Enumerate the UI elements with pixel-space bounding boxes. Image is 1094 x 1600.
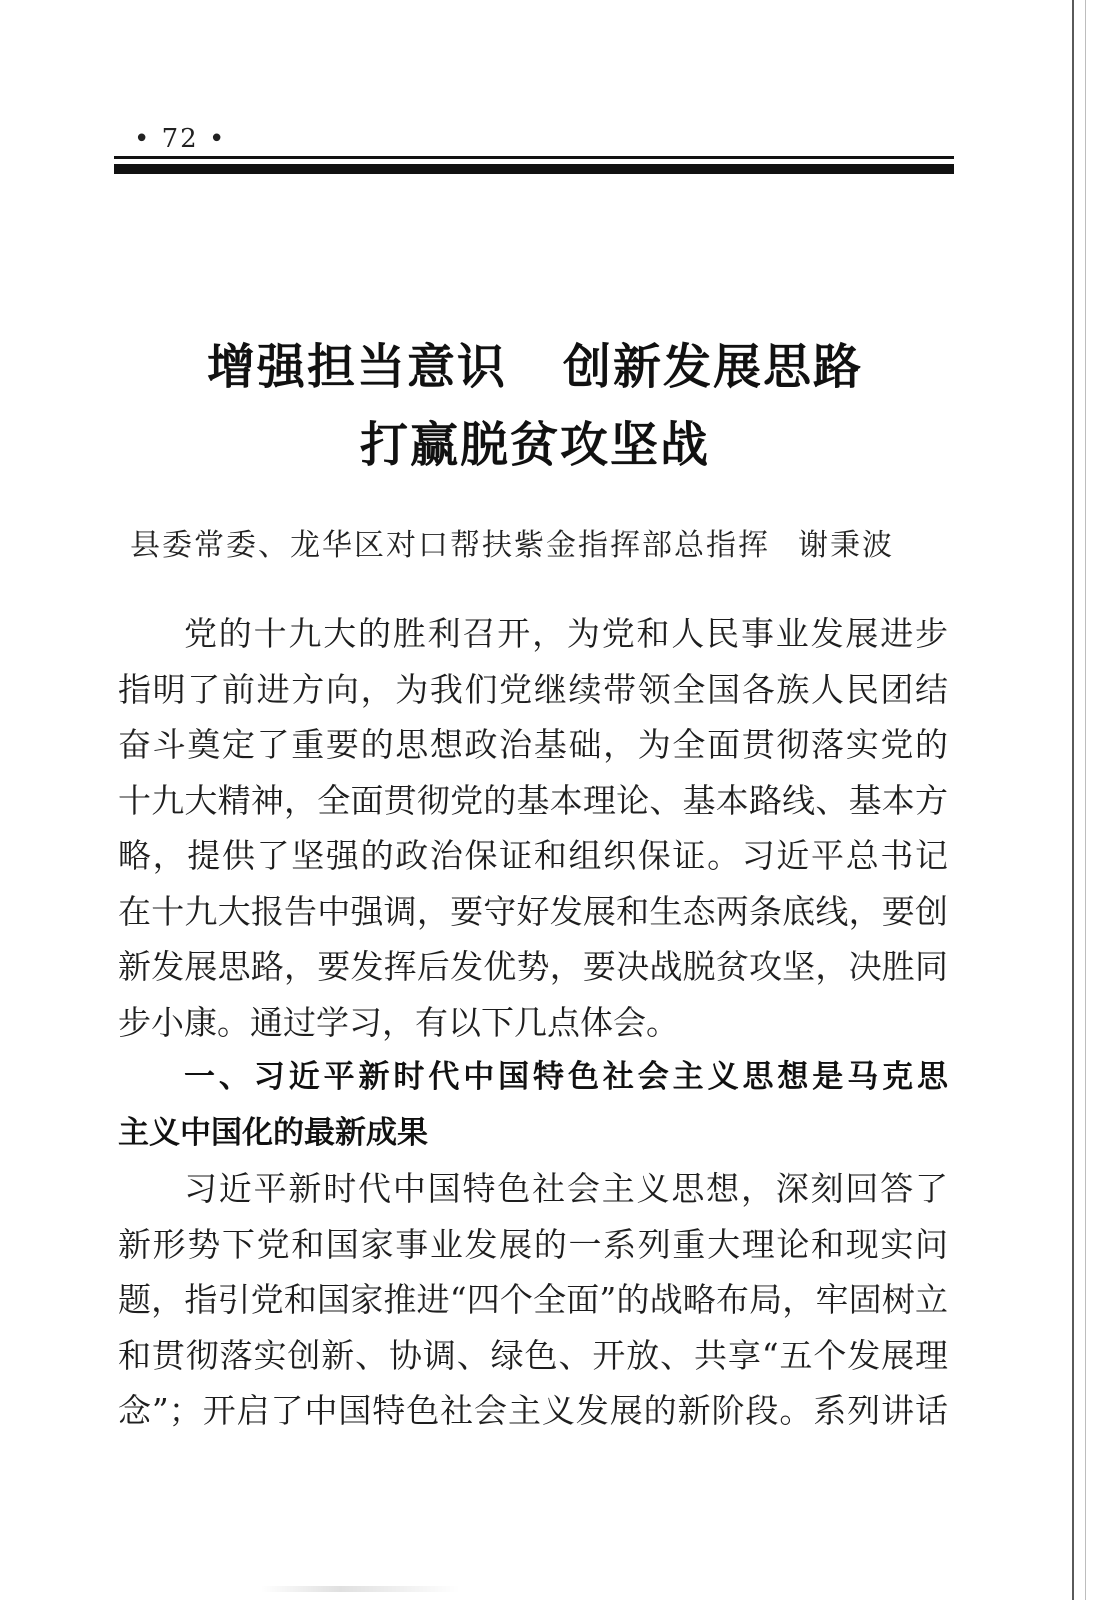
header-rule-thick [114,164,954,174]
body-line: 和贯彻落实创新、协调、绿色、开放、共享“五个发展理 [118,1335,948,1375]
author-byline [130,520,930,564]
body-line: 新形势下党和国家事业发展的一系列重大理论和现实问 [118,1224,948,1264]
article-title-line-1 [100,328,970,397]
page-edge-line [1072,0,1074,1600]
page-edge-shadow [1085,0,1086,1600]
author-position: 县委常委、龙华区对口帮扶紫金指挥部总指挥 [130,528,770,563]
section-heading-line: 一、习近平新时代中国特色社会主义思想是马克思 [184,1059,948,1095]
author-name: 谢秉波 [798,528,894,563]
title-part-1: 增强担当意识 [206,339,507,395]
header-rule-thin [114,156,954,159]
page-number: • 72 • [134,124,227,154]
body-line: 题，指引党和国家推进“四个全面”的战略布局，牢固树立 [118,1280,948,1319]
body-line: 念”；开启了中国特色社会主义发展的新阶段。系列讲话 [118,1391,948,1430]
article-title-line-2: 打赢脱贫攻坚战 [359,417,710,473]
title-part-2: 创新发展思路 [563,339,864,395]
body-line: 十九大精神，全面贯彻党的基本理论、基本路线、基本方 [118,780,948,820]
article-body [118,606,948,1439]
body-line: 习近平新时代中国特色社会主义思想，深刻回答了 [184,1169,948,1208]
body-line: 奋斗奠定了重要的思想政治基础，为全面贯彻落实党的 [118,725,948,764]
body-line: 步小康。通过学习，有以下几点体会。 [118,1002,679,1042]
section-heading-line: 主义中国化的最新成果 [118,1114,428,1151]
body-line: 指明了前进方向，为我们党继续带领全国各族人民团结 [118,669,948,709]
body-line: 略，提供了坚强的政治保证和组织保证。习近平总书记 [118,836,948,875]
body-line: 党的十九大的胜利召开，为党和人民事业发展进步 [184,614,948,653]
body-line: 在十九大报告中强调，要守好发展和生态两条底线，要创 [118,891,948,931]
body-line: 新发展思路，要发挥后发优势，要决战脱贫攻坚，决胜同 [118,947,948,986]
scan-smudge [260,1586,460,1592]
